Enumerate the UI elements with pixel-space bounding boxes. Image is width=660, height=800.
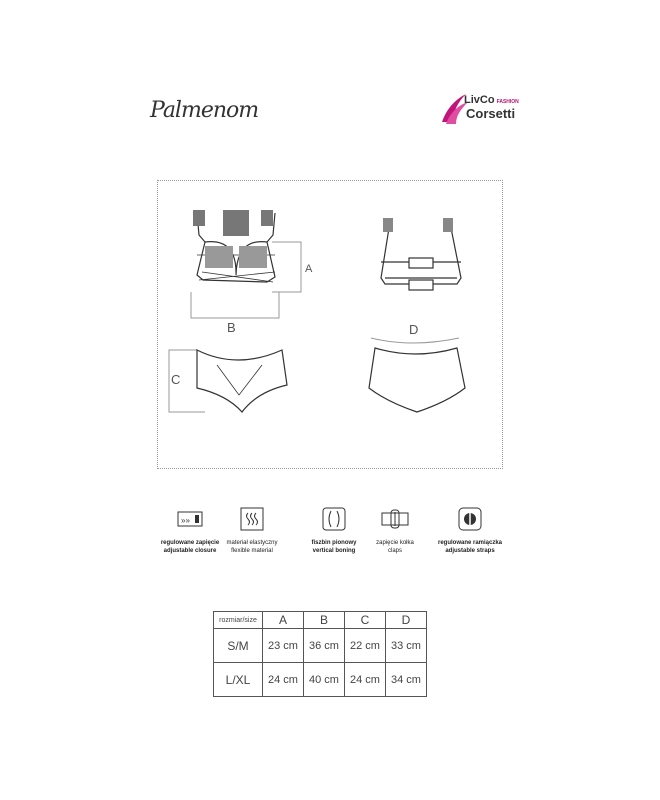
table-row <box>214 629 427 663</box>
clasps-icon <box>380 504 410 534</box>
brand-line1-small: FASHION <box>496 99 519 105</box>
svg-text:»»: »» <box>181 516 190 525</box>
dimension-d-line <box>371 338 459 343</box>
column-header: C <box>345 612 386 629</box>
label-a: A <box>305 263 313 275</box>
back-strap-lace <box>383 218 453 232</box>
feature-label-en: adjustable closure <box>163 548 217 554</box>
measure-cell: 23 cm <box>263 629 304 663</box>
feature-label-pl: regulowane ramiączka <box>437 540 503 546</box>
table-row <box>214 663 427 697</box>
brand-logo <box>440 92 540 128</box>
feature-adjustable-straps <box>430 500 510 555</box>
dimension-a-line <box>272 242 301 292</box>
size-table <box>213 611 427 697</box>
measure-cell: 22 cm <box>345 629 386 663</box>
lace-straps <box>193 210 273 268</box>
size-name: L/XL <box>214 663 263 697</box>
flexible-material-icon <box>237 504 267 534</box>
label-d: D <box>409 322 419 337</box>
feature-label-en: adjustable straps <box>445 548 495 554</box>
feature-clasps <box>355 500 435 555</box>
feature-flexible-material <box>212 500 292 555</box>
dimension-b-line <box>191 292 279 318</box>
adjustable-closure-icon <box>175 504 205 534</box>
column-header: D <box>386 612 427 629</box>
feature-label-pl: materiał elastyczny <box>226 540 278 546</box>
label-c: C <box>171 372 181 387</box>
vertical-boning-icon <box>319 504 349 534</box>
measure-cell: 34 cm <box>386 663 427 697</box>
brand-line1: LivCo <box>464 94 495 106</box>
panty-back-drawing <box>369 348 465 412</box>
bra-back-drawing <box>381 228 461 290</box>
feature-label-pl: fiszbin pionowy <box>311 540 357 546</box>
adjustable-straps-icon <box>455 504 485 534</box>
feature-label-pl: regulowane zapięcie <box>160 540 220 546</box>
measure-cell: 33 cm <box>386 629 427 663</box>
column-header: B <box>304 612 345 629</box>
size-table-header <box>214 612 427 629</box>
size-table-corner: rozmiar/size <box>214 612 263 629</box>
size-name: S/M <box>214 629 263 663</box>
feature-label-pl: zapięcie kołka <box>376 540 414 546</box>
panty-front-drawing <box>197 350 287 412</box>
measure-cell: 24 cm <box>263 663 304 697</box>
label-b: B <box>227 320 236 335</box>
model-name: Palmenom <box>150 98 259 123</box>
brand-line2: Corsetti <box>466 106 516 121</box>
measure-cell: 36 cm <box>304 629 345 663</box>
feature-label-en: claps <box>387 548 402 554</box>
features-row <box>150 500 510 580</box>
measure-cell: 24 cm <box>345 663 386 697</box>
garment-diagram <box>157 180 501 467</box>
column-header: A <box>263 612 304 629</box>
feature-label-en: vertical boning <box>312 548 356 554</box>
measure-cell: 40 cm <box>304 663 345 697</box>
feature-label-en: flexible material <box>231 548 273 554</box>
